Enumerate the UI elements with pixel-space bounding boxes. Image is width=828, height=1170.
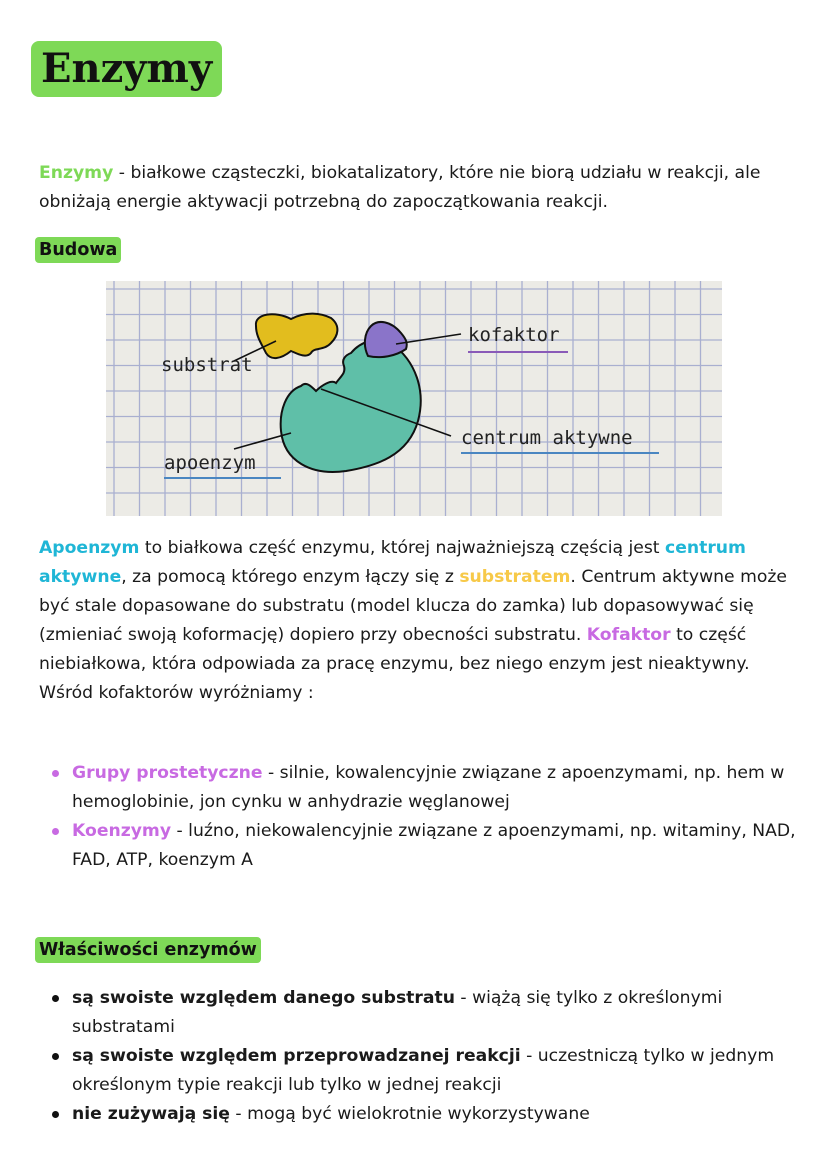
text: , za pomocą którego enzym łączy się z: [121, 567, 460, 587]
list-item: [39, 1042, 799, 1100]
term-apoenzym: Apoenzym: [39, 538, 140, 558]
text: to białkowa część enzymu, której najważniejszą częścią jest: [139, 538, 666, 558]
text: - uczestniczą tylko w jednym określonym typie reakcji lub tylko w jednej reakcji: [72, 1046, 775, 1095]
term: są swoiste względem przeprowadzanej reakcji: [72, 1046, 521, 1066]
page-title: Enzymy: [31, 41, 222, 97]
structure-paragraph: [39, 534, 799, 708]
label-substrate: substrat: [161, 354, 253, 376]
list-item: [39, 984, 799, 1042]
enzyme-diagram-image: [106, 281, 722, 516]
list-item: [39, 817, 799, 875]
text: - wiążą się tylko z określonymi substratami: [72, 988, 723, 1037]
term: Koenzymy: [72, 821, 172, 841]
list-item: [39, 1100, 799, 1129]
section-heading-wlasciwosci: Właściwości enzymów: [35, 937, 261, 963]
section-heading-budowa: Budowa: [35, 237, 121, 263]
text: . Centrum aktywne może być stale dopasowane do substratu (model klucza do zamka) lub dopasowywać się (zmieniać swoją koformację) dopiero przy obecności substratu.: [39, 567, 787, 645]
intro-paragraph: [39, 159, 799, 217]
label-cofactor: kofaktor: [468, 324, 560, 346]
term: Grupy prostetyczne: [72, 763, 263, 783]
text: to część niebiałkowa, która odpowiada za pracę enzymu, bez niego enzym jest nieaktywny. Wśród kofaktorów wyróżniamy :: [39, 625, 750, 703]
label-active-site: centrum aktywne: [461, 427, 633, 449]
label-apoenzyme: apoenzym: [164, 452, 256, 474]
text: - luźno, niekowalencyjnie związane z apoenzymami, np. witaminy, NAD, FAD, ATP, koenzym A: [72, 821, 796, 870]
term: są swoiste względem danego substratu: [72, 988, 455, 1008]
term-kofaktor: Kofaktor: [586, 625, 671, 645]
cofactor-list: [39, 759, 799, 875]
properties-list: [39, 984, 799, 1129]
list-item: [39, 759, 799, 817]
text: - silnie, kowalencyjnie związane z apoenzymami, np. hem w hemoglobinie, jon cynku w anhydrazie węglanowej: [72, 763, 785, 812]
term-substrat: substratem: [459, 567, 571, 587]
term-centrum-aktywne: centrum aktywne: [39, 538, 746, 587]
intro-text: - białkowe cząsteczki, biokatalizatory, które nie biorą udziału w reakcji, ale obniżają energie aktywacji potrzebną do zapoczątkowania reakcji.: [39, 163, 761, 212]
term-enzymy: Enzymy: [39, 163, 114, 183]
term: nie zużywają się: [72, 1104, 230, 1124]
text: - mogą być wielokrotnie wykorzystywane: [229, 1104, 590, 1124]
